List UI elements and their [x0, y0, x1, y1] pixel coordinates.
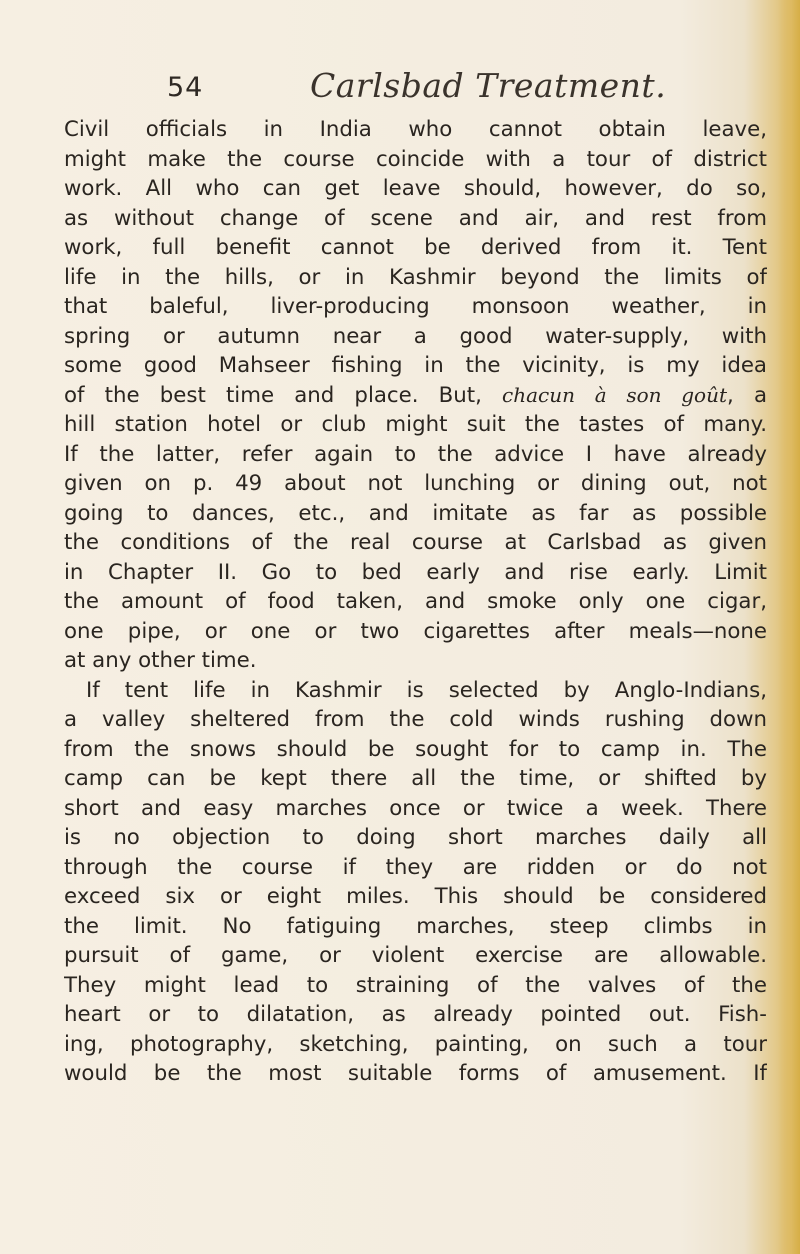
text-line: life in the hills, or in Kashmir beyond the limits of: [64, 264, 767, 290]
text-line: that baleful, liver-producing monsoon weather, in: [64, 294, 767, 319]
text-line: work, full benefit cannot be derived from it. Tent: [64, 235, 767, 260]
text-line: spring or autumn near a good water-supply, with: [64, 323, 767, 349]
text-line: ing, photography, sketching, painting, on such a tour: [64, 1031, 767, 1057]
text-line: work. All who can get leave should, however, do so,: [64, 176, 767, 201]
text-line: at any other time.: [64, 648, 257, 673]
text-line: the limit. No fatiguing marches, steep climbs in: [64, 913, 767, 939]
text-line: short and easy marches once or twice a week. There: [64, 795, 767, 821]
text-line: Civil officials in India who cannot obtain leave,: [64, 117, 767, 142]
text-line: is no objection to doing short marches daily all: [64, 825, 767, 850]
text-line: the conditions of the real course at Carlsbad as given: [64, 530, 767, 555]
text-line: They might lead to straining of the valves of the: [64, 972, 767, 998]
text-line: a valley sheltered from the cold winds rushing down: [64, 707, 767, 732]
running-title: Carlsbad Treatment.: [310, 66, 667, 105]
text-line: given on p. 49 about not lunching or dining out, not: [64, 471, 767, 496]
page-edge-shading: [778, 0, 800, 1254]
text-line: If tent life in Kashmir is selected by Anglo-Indians,: [86, 677, 767, 703]
text-line: in Chapter II. Go to bed early and rise early. Limit: [64, 559, 767, 585]
text-line: the amount of food taken, and smoke only one cigar,: [64, 589, 767, 614]
text-line: [64, 381, 767, 411]
text-segment: of the best time and place. But,: [64, 382, 502, 408]
text-line: one pipe, or one or two cigarettes after meals—none: [64, 618, 767, 644]
italic-phrase: chacun à son goût: [502, 382, 728, 407]
text-segment: , a: [727, 382, 767, 408]
text-line: heart or to dilatation, as already pointed out. Fish-: [64, 1002, 767, 1027]
text-line: would be the most suitable forms of amusement. If: [64, 1061, 767, 1086]
page-number: 54: [167, 72, 204, 103]
text-line: through the course if they are ridden or do not: [64, 854, 767, 880]
text-line: from the snows should be sought for to camp in. The: [64, 736, 767, 762]
text-line: going to dances, etc., and imitate as far as possible: [64, 500, 767, 526]
text-line: If the latter, refer again to the advice I have already: [64, 441, 767, 467]
text-line: pursuit of game, or violent exercise are allowable.: [64, 943, 767, 968]
text-line: exceed six or eight miles. This should be considered: [64, 884, 767, 909]
page-header: [167, 66, 727, 112]
body-text: [64, 115, 767, 1089]
text-line: as without change of scene and air, and rest from: [64, 205, 767, 231]
text-line: some good Mahseer fishing in the vicinity, is my idea: [64, 353, 767, 378]
text-line: hill station hotel or club might suit the tastes of many.: [64, 412, 767, 437]
text-line: camp can be kept there all the time, or shifted by: [64, 766, 767, 791]
text-line: might make the course coincide with a tour of district: [64, 146, 767, 172]
